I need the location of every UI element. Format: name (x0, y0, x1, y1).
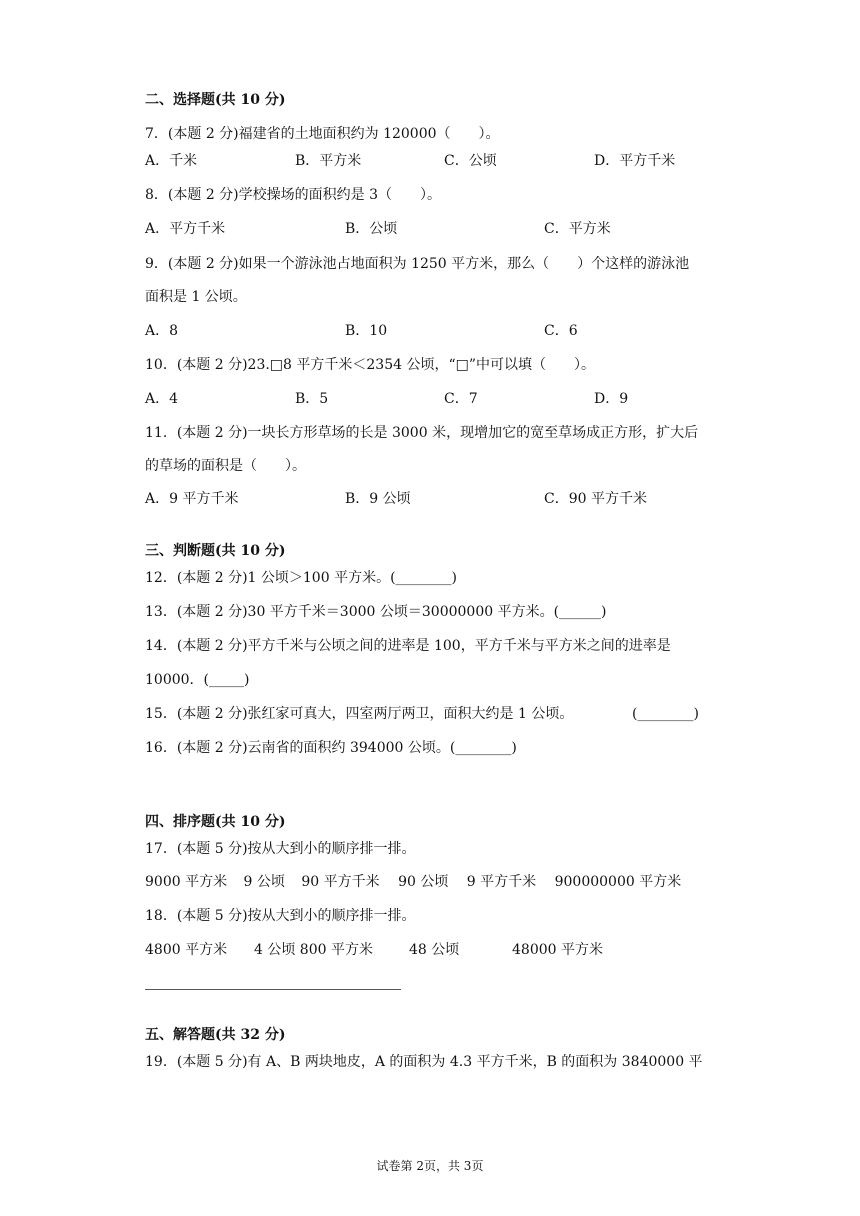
q10-option-d: D．9 (594, 391, 629, 407)
q18-item: 4800 平方米 (145, 942, 228, 958)
q9-option-c: C．6 (544, 323, 578, 339)
question-7: 7．(本题 2 分)福建省的土地面积约为 120000（ ）。 (145, 126, 500, 142)
q7-option-b: B．平方米 (295, 153, 362, 169)
question-12: 12．(本题 2 分)1 公顷＞100 平方米。(________) (145, 570, 457, 586)
q7-option-d: D．平方千米 (594, 153, 676, 169)
q17-item: 90 平方千米 (301, 874, 380, 890)
q8-option-b: B．公顷 (345, 221, 398, 237)
q17-item: 90 公顷 (398, 874, 449, 890)
question-10: 10．(本题 2 分)23.□8 平方千米＜2354 公顷，“□”中可以填（ ）。 (145, 357, 596, 373)
q7-option-c: C．公顷 (444, 153, 497, 169)
q10-option-b: B．5 (295, 391, 329, 407)
question-11-line1: 11．(本题 2 分)一块长方形草场的长是 3000 米，现增加它的宽至草场成正方形，扩大后 (145, 425, 699, 441)
q17-item: 9000 平方米 (145, 874, 228, 890)
q17-item: 9 平方千米 (466, 874, 537, 890)
q11-option-c: C．90 平方千米 (544, 491, 647, 507)
question-9-line1: 9．(本题 2 分)如果一个游泳池占地面积为 1250 平方米，那么（ ）个这样的游泳池 (145, 256, 690, 272)
question-16: 16．(本题 2 分)云南省的面积约 394000 公顷。(________) (145, 740, 517, 756)
q10-option-a: A．4 (145, 391, 179, 407)
q7-option-a: A．千米 (145, 153, 198, 169)
question-18: 18．(本题 5 分)按从大到小的顺序排一排。 (145, 908, 416, 924)
page-footer: 试卷第 2页，共 3页 (376, 1159, 484, 1173)
q8-option-c: C．平方米 (544, 221, 611, 237)
question-11-line2: 的草场的面积是（ ）。 (145, 458, 306, 474)
q11-option-b: B．9 公顷 (345, 491, 411, 507)
question-14-line2: 10000．(_____) (145, 672, 250, 688)
section-answer-title: 五、解答题(共 32 分) (145, 1027, 286, 1043)
question-14-line1: 14．(本题 2 分)平方千米与公顷之间的进率是 100，平方千米与平方米之间的进率是 (145, 638, 671, 654)
q8-option-a: A．平方千米 (145, 221, 226, 237)
q18-item: 48000 平方米 (512, 942, 603, 958)
q18-item: 48 公顷 (409, 942, 460, 958)
q17-item: 9 公顷 (243, 874, 285, 890)
q9-option-b: B．10 (345, 323, 388, 339)
section-judgement-title: 三、判断题(共 10 分) (145, 543, 286, 559)
question-13: 13．(本题 2 分)30 平方千米＝3000 公顷＝30000000 平方米。(______) (145, 604, 607, 620)
section-sorting-title: 四、排序题(共 10 分) (145, 814, 286, 830)
q9-option-a: A．8 (145, 323, 179, 339)
answer-line (145, 989, 401, 990)
question-15: 15．(本题 2 分)张红家可真大，四室两厅两卫，面积大约是 1 公顷。 (145, 706, 574, 722)
q10-option-c: C．7 (444, 391, 478, 407)
question-9-line2: 面积是 1 公顷。 (145, 289, 247, 305)
q18-item: 4 公顷 800 平方米 (254, 942, 373, 958)
q15-answer-blank: (________) (632, 706, 699, 722)
question-8: 8．(本题 2 分)学校操场的面积约是 3（ ）。 (145, 187, 441, 203)
q11-option-a: A．9 平方千米 (145, 491, 239, 507)
q17-items (145, 872, 681, 892)
question-19: 19．(本题 5 分)有 A、B 两块地皮，A 的面积为 4.3 平方千米，B 的面积为 3840000 平 (145, 1054, 703, 1070)
section-choice-title: 二、选择题(共 10 分) (145, 92, 286, 108)
question-17: 17．(本题 5 分)按从大到小的顺序排一排。 (145, 841, 416, 857)
q17-item: 900000000 平方米 (554, 874, 682, 890)
